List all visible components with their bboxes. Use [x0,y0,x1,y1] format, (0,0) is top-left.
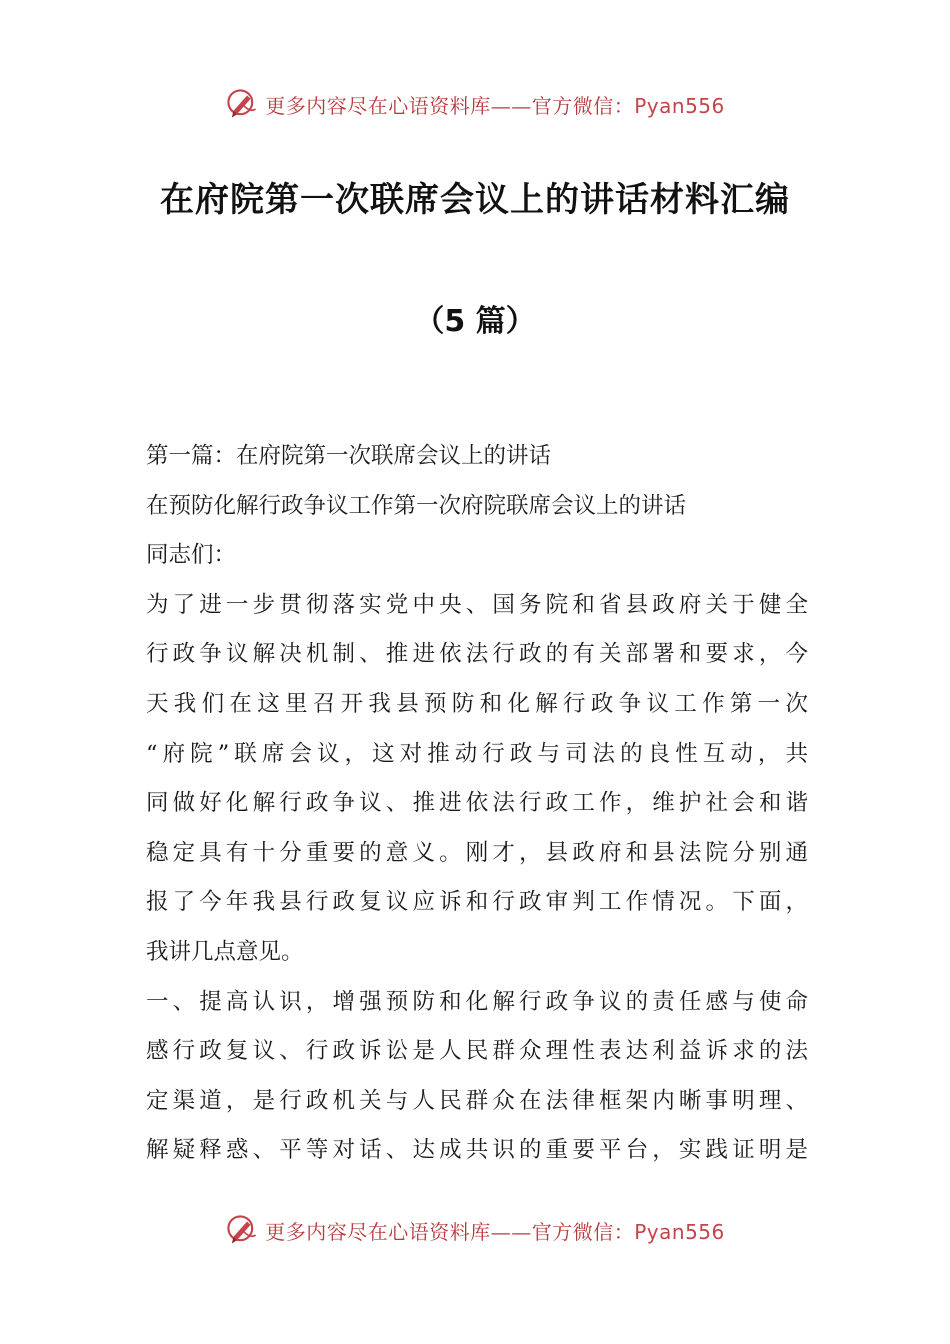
banner-caption: 更多内容尽在心语资料库——官方微信： [265,1219,635,1244]
text-line: 同做好化解行政争议、推进依法行政工作，维护社会和谐 [146,790,808,817]
text-line: 我讲几点意见。 [146,938,304,965]
text-line: 报了今年我县行政复议应诉和行政审判工作情况。下面， [146,889,808,916]
text-line: 稳定具有十分重要的意义。刚才，县政府和县法院分别通 [146,839,808,866]
header-banner [0,84,950,124]
document-subtitle: （5 篇） [414,304,536,339]
banner-text [265,90,725,119]
text-line: 同志们： [146,542,237,569]
banner-brand: Pyan556 [634,1219,725,1244]
banner-text [265,1216,725,1245]
text-line: 第一篇：在府院第一次联席会议上的讲话 [146,443,552,469]
text-line: 为了进一步贯彻落实党中央、国务院和省县政府关于健全 [146,591,808,618]
text-line: 一、提高认识，增强预防和化解行政争议的责任感与使命 [146,988,808,1015]
document-title: 在府院第一次联席会议上的讲话材料汇编 [160,180,790,220]
text-line: 天我们在这里召开我县预防和化解行政争议工作第一次 [146,690,808,717]
pen-logo-icon [225,87,259,121]
text-line: 定渠道，是行政机关与人民群众在法律框架内晰事明理、 [146,1087,808,1114]
banner-caption: 更多内容尽在心语资料库——官方微信： [265,93,635,118]
text-line: 感行政复议、行政诉讼是人民群众理性表达利益诉求的法 [146,1038,808,1065]
footer-banner [0,1210,950,1250]
text-line: “府院”联席会议，这对推动行政与司法的良性互动，共 [146,740,808,767]
banner-brand: Pyan556 [634,93,725,118]
pen-logo-icon [225,1213,259,1247]
text-line: 行政争议解决机制、推进依法行政的有关部署和要求，今 [146,641,808,668]
text-line: 在预防化解行政争议工作第一次府院联席会议上的讲话 [146,492,687,519]
text-line: 解疑释惑、平等对话、达成共识的重要平台，实践证明是 [146,1137,808,1164]
document-body [146,432,808,1176]
